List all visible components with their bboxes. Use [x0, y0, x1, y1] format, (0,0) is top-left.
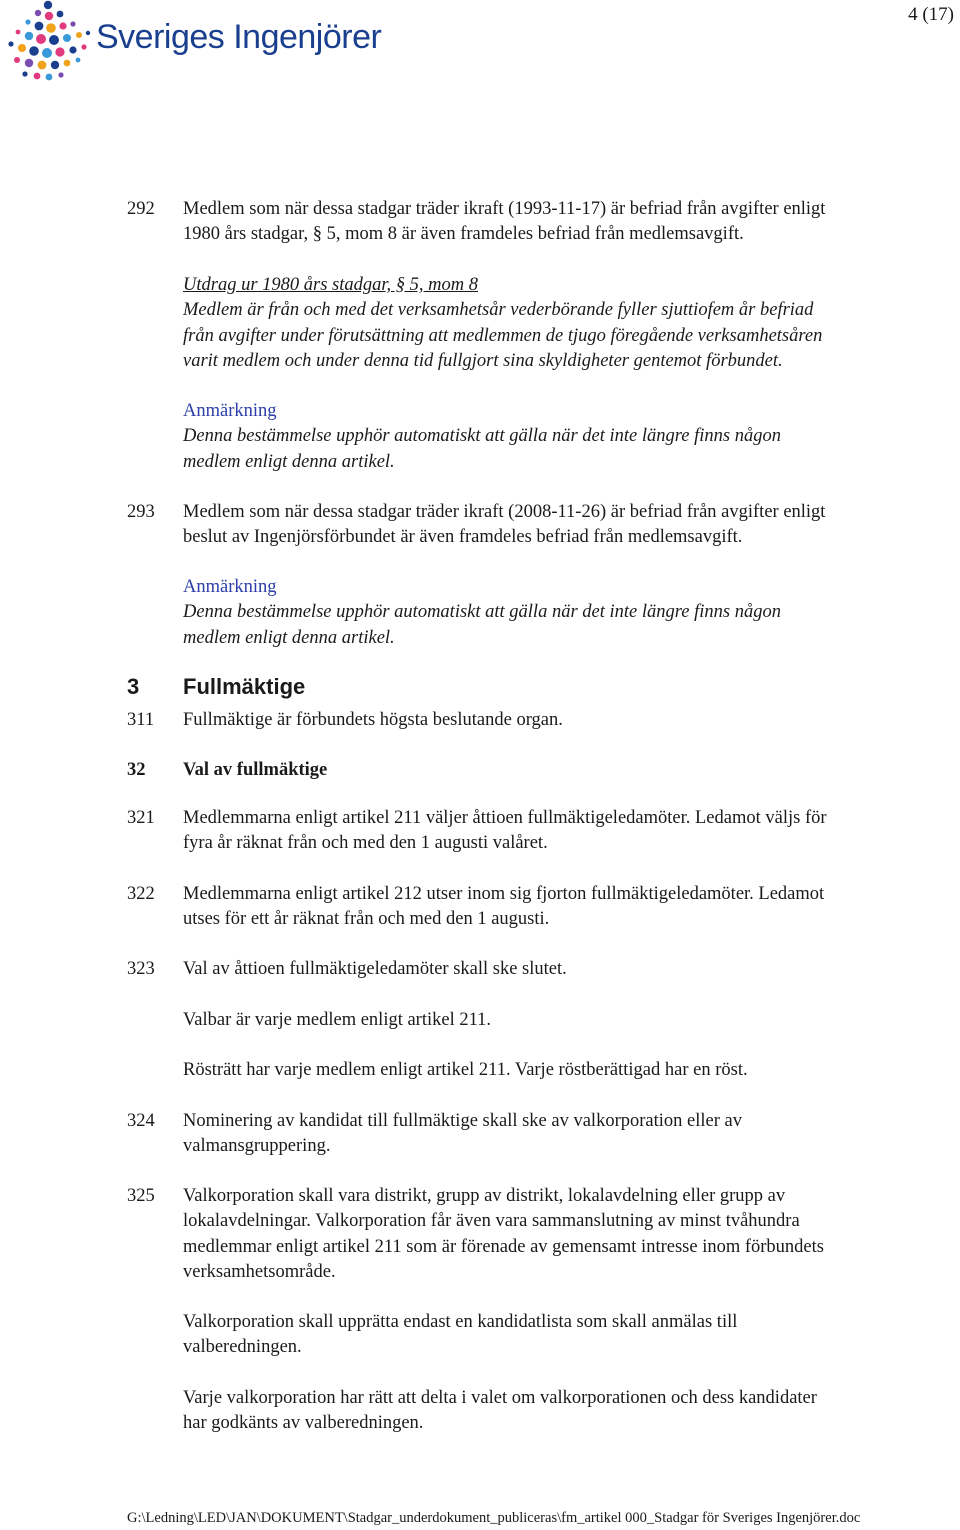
text-line: medlem enligt denna artikel.: [183, 451, 395, 472]
note-2: [183, 575, 781, 651]
text-line: valberedningen.: [183, 1337, 302, 1358]
text-line: valmansgruppering.: [183, 1136, 331, 1157]
article-text: [183, 1310, 737, 1361]
article-number: 321: [127, 808, 155, 828]
article-text: [183, 1058, 748, 1083]
article-number: 293: [127, 502, 155, 522]
text-line: Valbar är varje medlem enligt artikel 211.: [183, 1010, 492, 1030]
text-line: Denna bestämmelse upphör automatiskt att gälla när det inte längre finns någon: [183, 426, 781, 447]
text-line: Val av åttioen fullmäktigeledamöter skall ske slutet.: [183, 959, 567, 979]
heading-number: 3: [127, 674, 140, 699]
text-line: beslut av Ingenjörsförbundet är även framdeles befriad från medlemsavgift.: [183, 527, 743, 548]
text-line: utses för ett år räknat från och med den 1 augusti.: [183, 909, 550, 930]
article-text: [183, 1184, 824, 1285]
article-number: 323: [127, 959, 155, 979]
note-1: [183, 399, 781, 475]
text-line: verksamhetsområde.: [183, 1261, 336, 1282]
article-number: 325: [127, 1186, 155, 1206]
text-line: har godkänts av valberedningen.: [183, 1413, 424, 1434]
text-line: från avgifter under förutsättning att medlemmen de tjugo föregående verksamhetsåren: [183, 325, 823, 346]
article-number: 324: [127, 1111, 155, 1131]
article-text: [183, 806, 827, 857]
text-line: Varje valkorporation har rätt att delta i valet om valkorporationen och dess kandidater: [183, 1388, 817, 1408]
text-line: lokalavdelningar. Valkorporation får även vara sammanslutning av minst tvåhundra: [183, 1211, 800, 1232]
heading-number: 32: [127, 760, 146, 780]
note-label: Anmärkning: [183, 401, 277, 421]
heading-title: Fullmäktige: [183, 674, 306, 699]
article-text: [183, 957, 567, 982]
footer-file-path: G:\Ledning\LED\JAN\DOKUMENT\Stadgar_underdokument_publiceras\fm_artikel 000_Stadgar för Sveriges Ingenjörer.doc: [127, 1510, 861, 1526]
text-line: Valkorporation skall vara distrikt, grupp av distrikt, lokalavdelning eller grupp av: [183, 1186, 786, 1206]
article-text: [183, 197, 825, 248]
excerpt-title: Utdrag ur 1980 års stadgar, § 5, mom 8: [183, 275, 479, 295]
text-line: fyra år räknat från och med den 1 augusti valåret.: [183, 833, 548, 854]
text-line: Valkorporation skall upprätta endast en kandidatlista som skall anmälas till: [183, 1312, 738, 1332]
text-line: Denna bestämmelse upphör automatiskt att gälla när det inte längre finns någon: [183, 602, 781, 623]
article-text: [183, 500, 825, 551]
text-line: Medlem som när dessa stadgar träder ikraft (1993-11-17) är befriad från avgifter enligt: [183, 199, 826, 219]
article-number: 292: [127, 199, 155, 219]
text-line: varit medlem och under denna tid fullgjort sina skyldigheter gentemot förbundet.: [183, 350, 783, 371]
article-text: [183, 1109, 742, 1160]
excerpt-1980: [183, 273, 822, 374]
text-line: Medlem är från och med det verksamhetsår vederbörande fyller sjuttiofem år befriad: [183, 300, 814, 321]
logo-text: Sveriges Ingenjörer: [96, 18, 382, 56]
text-line: Rösträtt har varje medlem enligt artikel 211. Varje röstberättigad har en röst.: [183, 1060, 748, 1080]
heading-title: Val av fullmäktige: [183, 760, 328, 780]
note-label: Anmärkning: [183, 577, 277, 597]
article-text: [183, 1008, 491, 1033]
text-line: medlem enligt denna artikel.: [183, 627, 395, 648]
article-number: 311: [127, 710, 155, 730]
page-number: 4 (17): [908, 4, 954, 25]
text-line: Nominering av kandidat till fullmäktige skall ske av valkorporation eller av: [183, 1111, 742, 1131]
text-line: Medlemmarna enligt artikel 211 väljer åttioen fullmäktigeledamöter. Ledamot väljs för: [183, 808, 827, 828]
text-line: Medlem som när dessa stadgar träder ikraft (2008-11-26) är befriad från avgifter enligt: [183, 502, 826, 522]
logo: [4, 0, 399, 82]
text-line: Fullmäktige är förbundets högsta beslutande organ.: [183, 710, 563, 730]
text-line: Medlemmarna enligt artikel 212 utser inom sig fjorton fullmäktigeledamöter. Ledamot: [183, 884, 825, 904]
text-line: medlemmar enligt artikel 211 som är förenade av gemensamt intresse inom förbundets: [183, 1236, 824, 1257]
article-number: 322: [127, 884, 155, 904]
article-text: [183, 1386, 817, 1437]
article-text: [183, 708, 563, 733]
logo-dots-icon: [4, 0, 96, 82]
article-text: [183, 882, 824, 933]
text-line: 1980 års stadgar, § 5, mom 8 är även framdeles befriad från medlemsavgift.: [183, 224, 744, 245]
